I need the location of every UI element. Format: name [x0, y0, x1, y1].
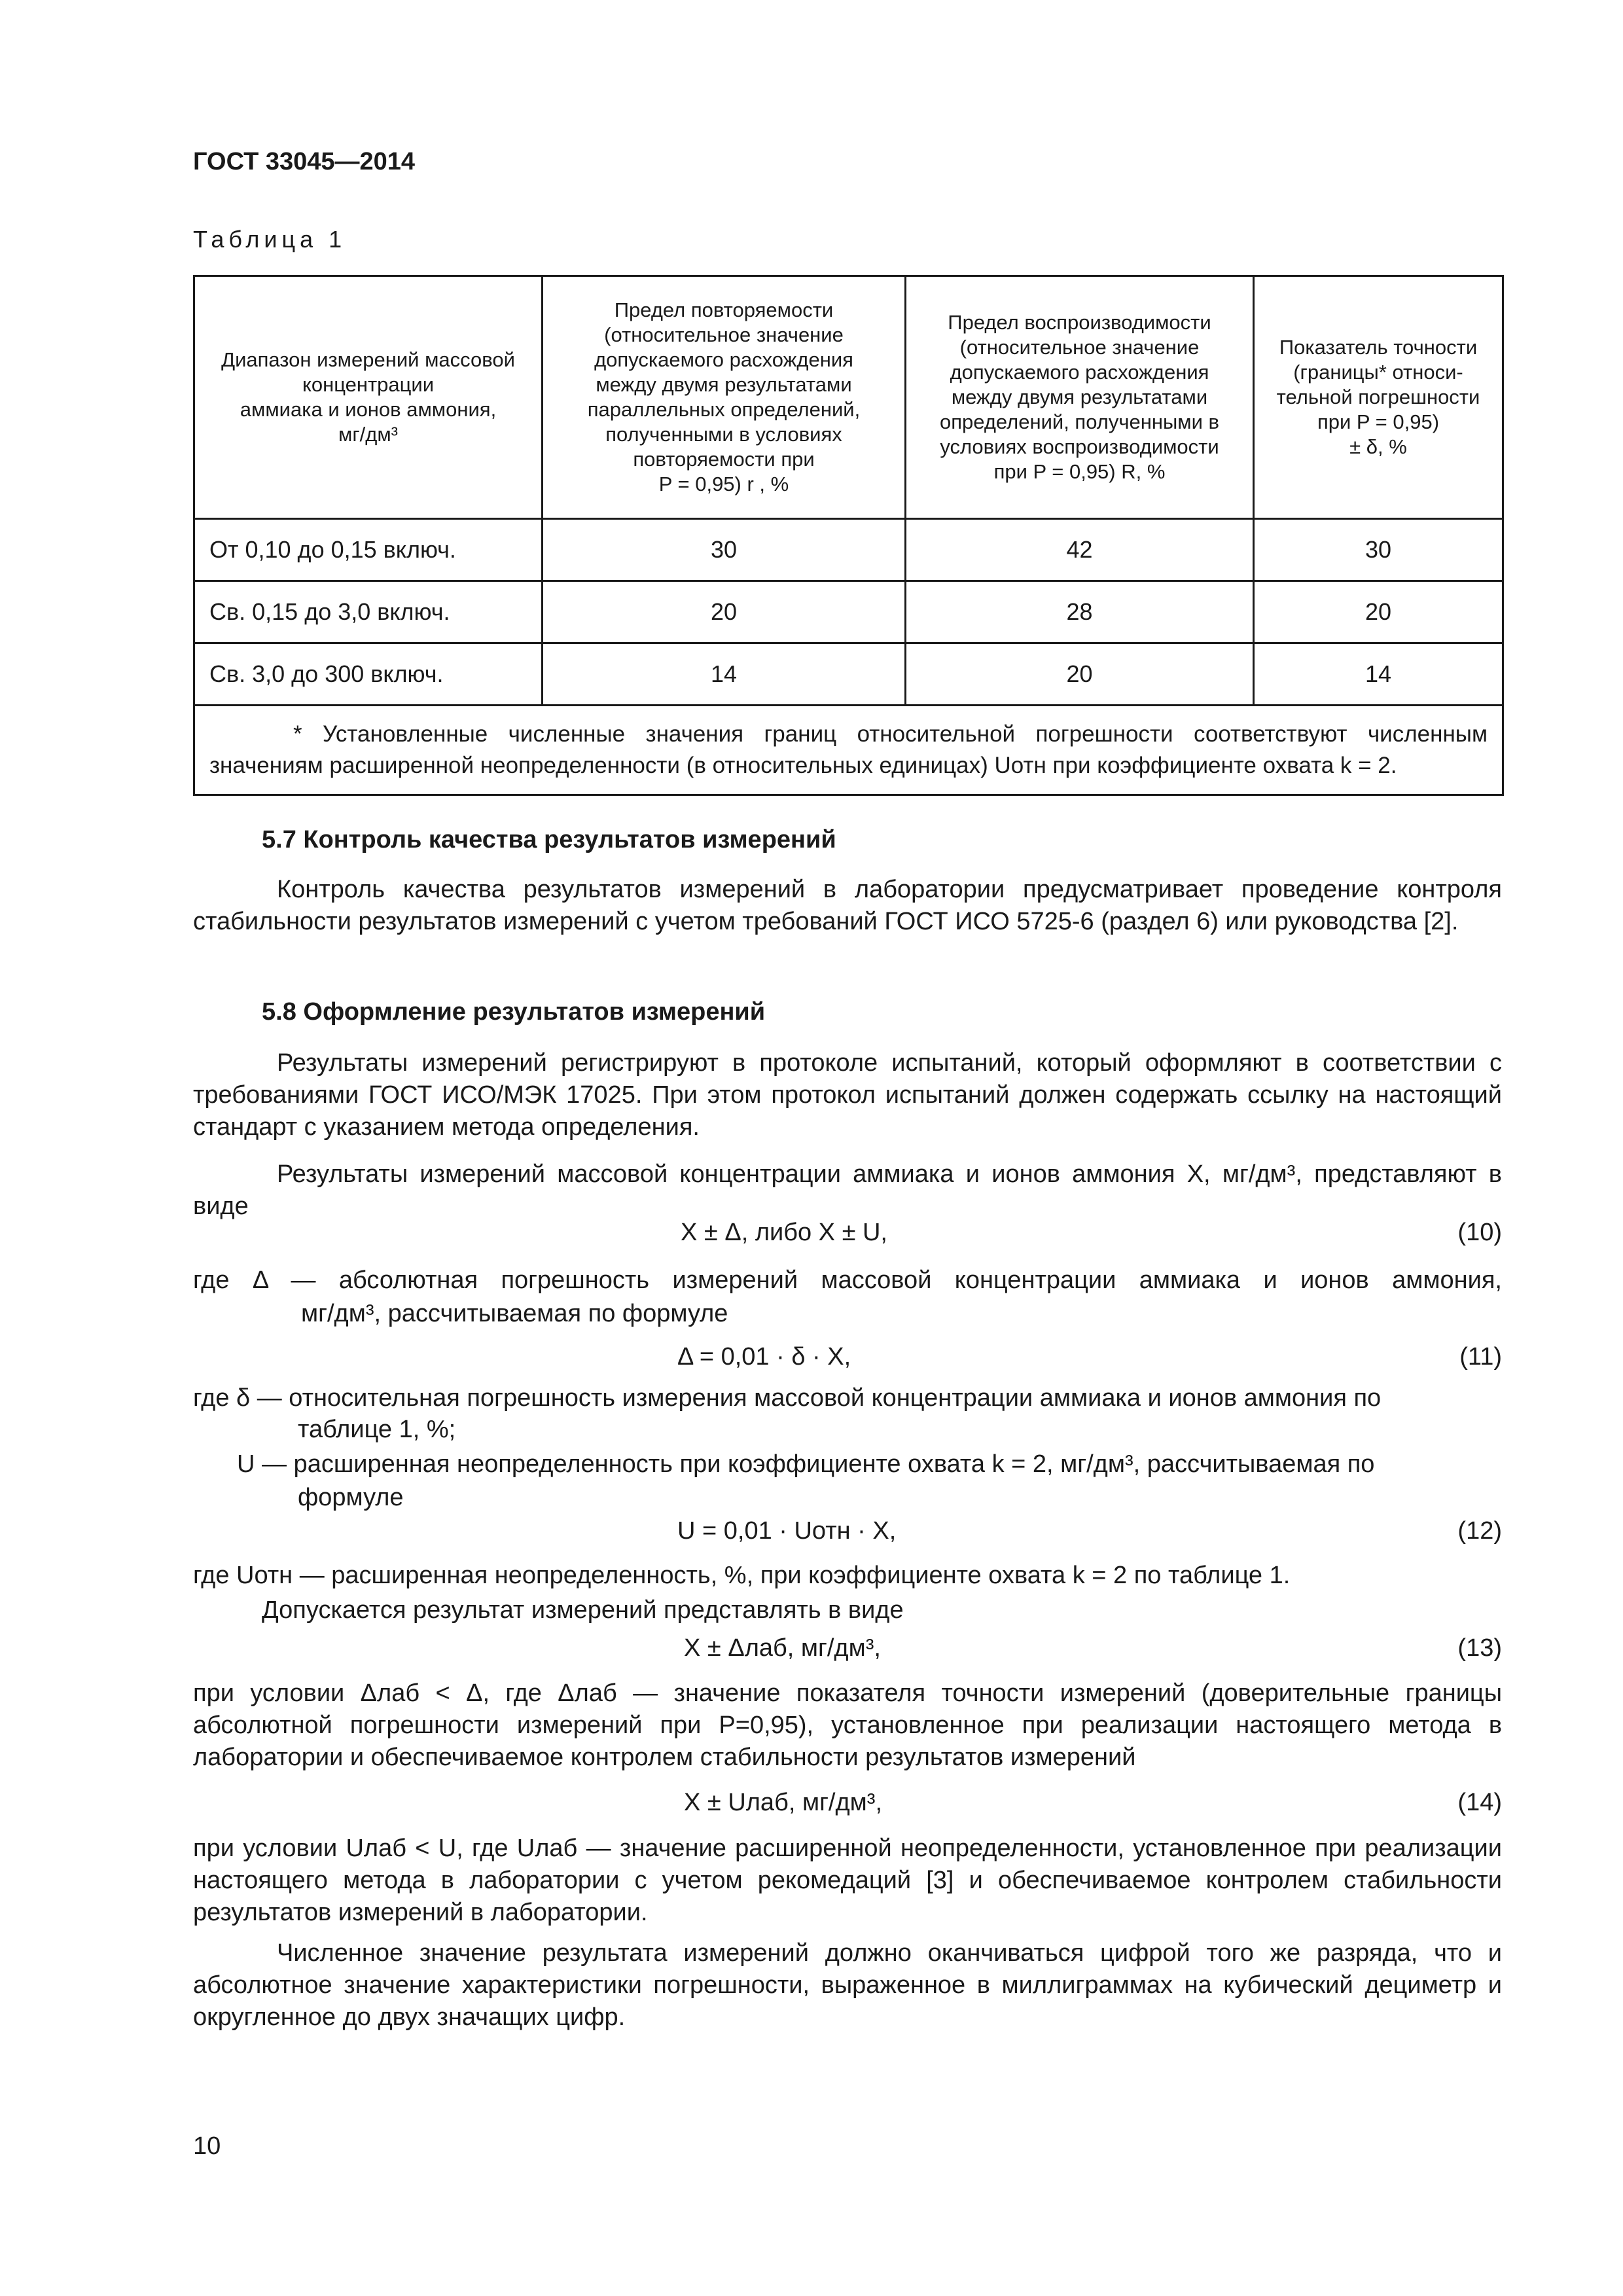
where-delta-rel-line-1: где δ — относительная погрешность измерения массовой концентрации аммиака и ионов аммония по: [193, 1384, 1382, 1412]
where-delta-line-2: мг/дм³, рассчитываемая по формуле: [301, 1300, 728, 1327]
table-cell: 20: [906, 643, 1254, 706]
equation-number-13: (13): [1457, 1634, 1502, 1662]
table-cell: 30: [543, 519, 906, 581]
table-note: * Установленные численные значения границ относительной погрешности соответствуют численным значениям расширенной неопределенности (в относительных единицах) Uотн при коэффициенте охвата k = 2.: [194, 706, 1503, 795]
document-header: ГОСТ 33045—2014: [193, 148, 416, 175]
table-1: [193, 275, 1504, 796]
table-cell: 14: [543, 643, 906, 706]
formula-10: X ± Δ, либо X ± U,: [681, 1219, 887, 1246]
paragraph-protocol: Результаты измерений регистрируют в протоколе испытаний, который оформляют в соответствии с требованиями ГОСТ ИСО/МЭК 17025. При этом протокол испытаний должен содержать ссылку на настоящий стандарт с указанием метода определения.: [193, 1049, 1502, 1141]
table-cell: 42: [906, 519, 1254, 581]
paragraph-allowed-form: Допускается результат измерений представлять в виде: [262, 1596, 904, 1624]
where-u-line-2: формуле: [298, 1484, 404, 1511]
header-cell-accuracy: Показатель точности (границы* относи- тельной погрешности при P = 0,95) ± δ, %: [1254, 276, 1503, 519]
table-cell: Св. 0,15 до 3,0 включ.: [194, 581, 543, 643]
table-row: [194, 519, 1503, 581]
equation-number-12: (12): [1457, 1517, 1502, 1545]
table-row: [194, 581, 1503, 643]
header-cell-reproducibility: Предел воспроизводимости (относительное значение допускаемого расхождения между двумя результатами определений, полученными в условиях воспроизводимости при P = 0,95) R, %: [906, 276, 1254, 519]
header-cell-range: Диапазон измерений массовой концентрации аммиака и ионов аммония, мг/дм³: [194, 276, 543, 519]
paragraph-rounding: Численное значение результата измерений должно оканчиваться цифрой того же разряда, что и абсолютное значение характеристики погрешности, выраженное в миллиграммах на кубический дециметр и округленное до двух значащих цифр.: [193, 1939, 1502, 2031]
table-cell: 14: [1254, 643, 1503, 706]
where-uotn-line: где Uотн — расширенная неопределенность, %, при коэффициенте охвата k = 2 по таблице 1.: [193, 1562, 1291, 1589]
table-cell: 20: [1254, 581, 1503, 643]
table-header-row: [194, 276, 1503, 519]
table-cell: 30: [1254, 519, 1503, 581]
table-row: [194, 643, 1503, 706]
header-cell-repeatability: Предел повторяемости (относительное значение допускаемого расхождения между двумя результатами параллельных определений, полученными в условиях повторяемости при P = 0,95) r , %: [543, 276, 906, 519]
condition-13-text: при условии Δлаб < Δ, где Δлаб — значение показателя точности измерений (доверительные границы абсолютной погрешности измерений при P=0,95), установленное при реализации настоящего метода в лаборатории и обеспечиваемое контролем стабильности результатов измерений: [193, 1679, 1502, 1771]
section-5-7-text: Контроль качества результатов измерений в лаборатории предусматривает проведение контроля стабильности результатов измерений с учетом требований ГОСТ ИСО 5725-6 (раздел 6) или руководства [2].: [193, 876, 1502, 935]
section-5-8-title: 5.8 Оформление результатов измерений: [262, 998, 766, 1026]
formula-11: Δ = 0,01 · δ · X,: [677, 1343, 851, 1371]
formula-12: U = 0,01 · Uотн · X,: [677, 1517, 897, 1545]
paragraph-results-form: Результаты измерений массовой концентрации аммиака и ионов аммония X, мг/дм³, представляют в виде: [193, 1160, 1502, 1220]
section-5-7-title: 5.7 Контроль качества результатов измерений: [262, 826, 836, 853]
table-cell: 20: [543, 581, 906, 643]
where-delta-rel-line-2: таблице 1, %;: [298, 1416, 456, 1443]
equation-number-14: (14): [1457, 1789, 1502, 1816]
formula-13: X ± Δлаб, мг/дм³,: [684, 1634, 881, 1662]
table-note-row: [194, 706, 1503, 795]
where-delta-line-1: где Δ — абсолютная погрешность измерений массовой концентрации аммиака и ионов аммония,: [193, 1266, 1502, 1294]
table-cell: От 0,10 до 0,15 включ.: [194, 519, 543, 581]
table-cell: 28: [906, 581, 1254, 643]
equation-number-10: (10): [1457, 1219, 1502, 1246]
formula-14: X ± Uлаб, мг/дм³,: [684, 1789, 882, 1816]
equation-number-11: (11): [1459, 1343, 1502, 1371]
table-label: Таблица 1: [193, 226, 347, 253]
where-u-line-1: U — расширенная неопределенность при коэффициенте охвата k = 2, мг/дм³, рассчитываемая по: [237, 1450, 1375, 1478]
table-cell: Св. 3,0 до 300 включ.: [194, 643, 543, 706]
page-number: 10: [193, 2132, 221, 2160]
condition-14-text: при условии Uлаб < U, где Uлаб — значение расширенной неопределенности, установленное при реализации настоящего метода в лаборатории с учетом рекомедаций [3] и обеспечиваемое контролем стабильности результатов измерений в лаборатории.: [193, 1835, 1502, 1926]
